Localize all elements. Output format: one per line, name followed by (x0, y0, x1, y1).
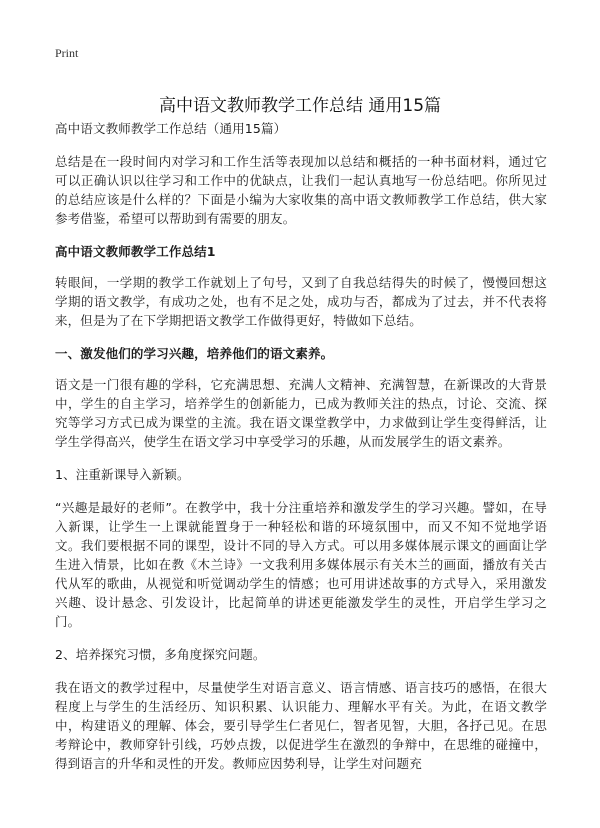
print-link[interactable]: Print (55, 46, 79, 60)
section-paragraph-2: 语文是一门很有趣的学科，它充满思想、充满人文精神、充满智慧，在新课改的大背景中，学生的自主学习，培养学生的创新能力，已成为教师关注的热点，讨论、交流、探究等学习方式已成为课堂的主流。我在语文课堂教学中，力求做到让学生变得鲜活，让学生学得高兴，使学生在语文学习中享受学习的乐趣，从而发展学生的语文素养。 (55, 377, 547, 449)
item-1-heading: 1、注重新课导入新颖。 (55, 467, 190, 482)
section-paragraph-1: 转眼间，一学期的教学工作就划上了句号，又到了自我总结得失的时候了，慢慢回想这学期的语文教学，有成功之处，也有不足之处，成功与否，都成为了过去，并不代表将来，但是为了在下学期把语文教学工作做得更好，特做如下总结。 (55, 275, 547, 328)
document-subtitle: 高中语文教师教学工作总结（通用15篇） (55, 121, 287, 136)
page-title: 高中语文教师教学工作总结 通用15篇 (158, 96, 442, 117)
document-body (55, 119, 547, 787)
section-heading: 高中语文教师教学工作总结1 (55, 244, 216, 259)
item-1-paragraph: “兴趣是最好的老师”。在教学中，我十分注重培养和激发学生的学习兴趣。譬如，在导入新课，让学生一上课就能置身于一种轻松和谐的环境氛围中，而又不知不觉地学语文。我们要根据不同的课型，设计不同的导入方式。可以用多媒体展示课文的画面让学生进入情景，比如在教《木兰诗》一文我利用多媒体展示有关木兰的画面，播放有关古代从军的歌曲，从视觉和听觉调动学生的情感；也可用讲述故事的方式导入，采用激发兴趣、设计悬念、引发设计，比起简单的讲述更能激发学生的灵性，开启学生学习之门。 (55, 500, 547, 629)
item-2-heading: 2、培养探究习惯，多角度探究问题。 (55, 647, 266, 662)
section-subheading: 一、激发他们的学习兴趣，培养他们的语文素养。 (55, 346, 334, 361)
item-2-paragraph: 我在语文的教学过程中，尽量使学生对语言意义、语言情感、语言技巧的感悟，在很大程度上与学生的生活经历、知识积累、认识能力、理解水平有关。为此，在语文教学中，构建语义的理解、体会，要引导学生仁者见仁，智者见智，大胆，各抒己见。在思考辩论中，教师穿针引线，巧妙点拨，以促进学生在激烈的争辩中，在思维的碰撞中，得到语言的升华和灵性的开发。教师应因势利导，让学生对问题充 (55, 680, 547, 771)
intro-paragraph: 总结是在一段时间内对学习和工作生活等表现加以总结和概括的一种书面材料，通过它可以正确认识以往学习和工作中的优缺点，让我们一起认真地写一份总结吧。你所见过的总结应该是什么样的？下面是小编为大家收集的高中语文教师教学工作总结，供大家参考借鉴，希望可以帮助到有需要的朋友。 (55, 154, 547, 226)
